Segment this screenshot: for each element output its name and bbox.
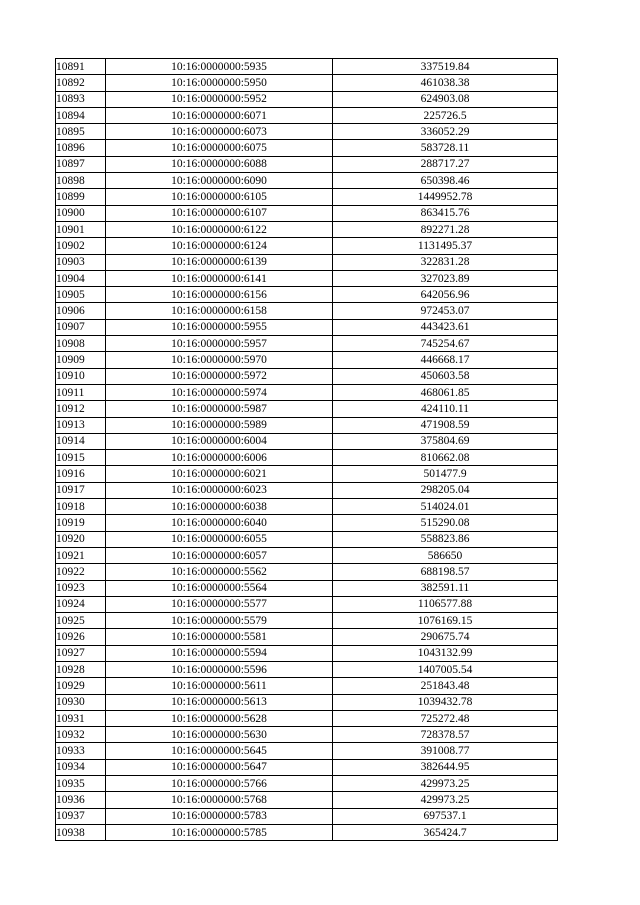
cadastral-number-cell: 10:16:0000000:5594: [106, 645, 333, 661]
table-row: [56, 564, 558, 580]
row-number-cell: 10931: [56, 710, 106, 726]
table-row: [56, 156, 558, 172]
cadastral-number-cell: 10:16:0000000:5785: [106, 824, 333, 840]
amount-cell: 1076169.15: [333, 613, 558, 629]
row-number-cell: 10903: [56, 254, 106, 270]
amount-cell: 583728.11: [333, 140, 558, 156]
row-number-cell: 10913: [56, 417, 106, 433]
row-number-cell: 10924: [56, 596, 106, 612]
row-number-cell: 10937: [56, 808, 106, 824]
amount-cell: 322831.28: [333, 254, 558, 270]
cadastral-number-cell: 10:16:0000000:6107: [106, 205, 333, 221]
table-row: [56, 189, 558, 205]
row-number-cell: 10921: [56, 547, 106, 563]
table-row: [56, 107, 558, 123]
table-row: [56, 287, 558, 303]
row-number-cell: 10909: [56, 352, 106, 368]
amount-cell: 514024.01: [333, 499, 558, 515]
row-number-cell: 10897: [56, 156, 106, 172]
amount-cell: 1131495.37: [333, 238, 558, 254]
amount-cell: 225726.5: [333, 107, 558, 123]
amount-cell: 337519.84: [333, 59, 558, 75]
table-row: [56, 254, 558, 270]
cadastral-number-cell: 10:16:0000000:6156: [106, 287, 333, 303]
cadastral-number-cell: 10:16:0000000:6088: [106, 156, 333, 172]
cadastral-number-cell: 10:16:0000000:5768: [106, 792, 333, 808]
amount-cell: 391008.77: [333, 743, 558, 759]
table-row: [56, 596, 558, 612]
table-row: [56, 759, 558, 775]
row-number-cell: 10922: [56, 564, 106, 580]
cadastral-number-cell: 10:16:0000000:5579: [106, 613, 333, 629]
amount-cell: 251843.48: [333, 678, 558, 694]
amount-cell: 1043132.99: [333, 645, 558, 661]
amount-cell: 461038.38: [333, 75, 558, 91]
table-row: [56, 466, 558, 482]
cadastral-number-cell: 10:16:0000000:6139: [106, 254, 333, 270]
amount-cell: 558823.86: [333, 531, 558, 547]
row-number-cell: 10927: [56, 645, 106, 661]
amount-cell: 624903.08: [333, 91, 558, 107]
amount-cell: 725272.48: [333, 710, 558, 726]
amount-cell: 429973.25: [333, 776, 558, 792]
cadastral-number-cell: 10:16:0000000:5581: [106, 629, 333, 645]
cadastral-number-cell: 10:16:0000000:5974: [106, 384, 333, 400]
row-number-cell: 10901: [56, 221, 106, 237]
table-row: [56, 645, 558, 661]
amount-cell: 863415.76: [333, 205, 558, 221]
table-row: [56, 173, 558, 189]
cadastral-number-cell: 10:16:0000000:6105: [106, 189, 333, 205]
amount-cell: 650398.46: [333, 173, 558, 189]
cadastral-number-cell: 10:16:0000000:5957: [106, 336, 333, 352]
table-row: [56, 205, 558, 221]
table-row: [56, 710, 558, 726]
cadastral-number-cell: 10:16:0000000:5766: [106, 776, 333, 792]
cadastral-number-cell: 10:16:0000000:5647: [106, 759, 333, 775]
table-row: [56, 59, 558, 75]
row-number-cell: 10906: [56, 303, 106, 319]
row-number-cell: 10891: [56, 59, 106, 75]
cadastral-number-cell: 10:16:0000000:6071: [106, 107, 333, 123]
cadastral-number-cell: 10:16:0000000:5987: [106, 401, 333, 417]
row-number-cell: 10932: [56, 727, 106, 743]
row-number-cell: 10938: [56, 824, 106, 840]
cadastral-number-cell: 10:16:0000000:5645: [106, 743, 333, 759]
cadastral-number-cell: 10:16:0000000:6075: [106, 140, 333, 156]
amount-cell: 728378.57: [333, 727, 558, 743]
row-number-cell: 10900: [56, 205, 106, 221]
amount-cell: 327023.89: [333, 270, 558, 286]
amount-cell: 972453.07: [333, 303, 558, 319]
amount-cell: 745254.67: [333, 336, 558, 352]
table-row: [56, 433, 558, 449]
table-row: [56, 303, 558, 319]
table-row: [56, 547, 558, 563]
amount-cell: 810662.08: [333, 450, 558, 466]
amount-cell: 446668.17: [333, 352, 558, 368]
row-number-cell: 10919: [56, 515, 106, 531]
amount-cell: 429973.25: [333, 792, 558, 808]
table-row: [56, 140, 558, 156]
row-number-cell: 10904: [56, 270, 106, 286]
table-row: [56, 678, 558, 694]
row-number-cell: 10928: [56, 661, 106, 677]
cadastral-number-cell: 10:16:0000000:6158: [106, 303, 333, 319]
table-row: [56, 450, 558, 466]
amount-cell: 697537.1: [333, 808, 558, 824]
cadastral-number-cell: 10:16:0000000:6141: [106, 270, 333, 286]
amount-cell: 288717.27: [333, 156, 558, 172]
table-row: [56, 808, 558, 824]
table-row: [56, 613, 558, 629]
row-number-cell: 10923: [56, 580, 106, 596]
row-number-cell: 10894: [56, 107, 106, 123]
row-number-cell: 10892: [56, 75, 106, 91]
cadastral-number-cell: 10:16:0000000:6004: [106, 433, 333, 449]
cadastral-number-cell: 10:16:0000000:6090: [106, 173, 333, 189]
table-row: [56, 352, 558, 368]
row-number-cell: 10916: [56, 466, 106, 482]
amount-cell: 443423.61: [333, 319, 558, 335]
table-row: [56, 270, 558, 286]
table-row: [56, 531, 558, 547]
row-number-cell: 10910: [56, 368, 106, 384]
cadastral-number-cell: 10:16:0000000:6021: [106, 466, 333, 482]
row-number-cell: 10895: [56, 124, 106, 140]
table-row: [56, 91, 558, 107]
cadastral-number-cell: 10:16:0000000:5628: [106, 710, 333, 726]
row-number-cell: 10929: [56, 678, 106, 694]
row-number-cell: 10893: [56, 91, 106, 107]
cadastral-number-cell: 10:16:0000000:5972: [106, 368, 333, 384]
amount-cell: 298205.04: [333, 482, 558, 498]
table-row: [56, 776, 558, 792]
amount-cell: 450603.58: [333, 368, 558, 384]
table-row: [56, 75, 558, 91]
row-number-cell: 10911: [56, 384, 106, 400]
cadastral-number-cell: 10:16:0000000:6023: [106, 482, 333, 498]
cadastral-number-cell: 10:16:0000000:5955: [106, 319, 333, 335]
row-number-cell: 10914: [56, 433, 106, 449]
row-number-cell: 10907: [56, 319, 106, 335]
cadastral-number-cell: 10:16:0000000:6055: [106, 531, 333, 547]
table-row: [56, 743, 558, 759]
row-number-cell: 10898: [56, 173, 106, 189]
cadastral-number-cell: 10:16:0000000:6006: [106, 450, 333, 466]
amount-cell: 586650: [333, 547, 558, 563]
amount-cell: 382591.11: [333, 580, 558, 596]
table-row: [56, 124, 558, 140]
row-number-cell: 10933: [56, 743, 106, 759]
table-row: [56, 580, 558, 596]
row-number-cell: 10936: [56, 792, 106, 808]
cadastral-number-cell: 10:16:0000000:6122: [106, 221, 333, 237]
table-row: [56, 694, 558, 710]
table-row: [56, 417, 558, 433]
row-number-cell: 10934: [56, 759, 106, 775]
amount-cell: 468061.85: [333, 384, 558, 400]
data-table: [55, 58, 558, 841]
cadastral-number-cell: 10:16:0000000:5989: [106, 417, 333, 433]
cadastral-number-cell: 10:16:0000000:5970: [106, 352, 333, 368]
amount-cell: 688198.57: [333, 564, 558, 580]
amount-cell: 1039432.78: [333, 694, 558, 710]
table-row: [56, 515, 558, 531]
cadastral-number-cell: 10:16:0000000:5562: [106, 564, 333, 580]
row-number-cell: 10896: [56, 140, 106, 156]
table-row: [56, 629, 558, 645]
row-number-cell: 10899: [56, 189, 106, 205]
cadastral-number-cell: 10:16:0000000:6124: [106, 238, 333, 254]
amount-cell: 642056.96: [333, 287, 558, 303]
row-number-cell: 10935: [56, 776, 106, 792]
row-number-cell: 10917: [56, 482, 106, 498]
table-row: [56, 384, 558, 400]
cadastral-number-cell: 10:16:0000000:5950: [106, 75, 333, 91]
amount-cell: 515290.08: [333, 515, 558, 531]
cadastral-number-cell: 10:16:0000000:6073: [106, 124, 333, 140]
amount-cell: 336052.29: [333, 124, 558, 140]
table-row: [56, 238, 558, 254]
row-number-cell: 10918: [56, 499, 106, 515]
amount-cell: 1449952.78: [333, 189, 558, 205]
row-number-cell: 10902: [56, 238, 106, 254]
row-number-cell: 10915: [56, 450, 106, 466]
amount-cell: 365424.7: [333, 824, 558, 840]
cadastral-number-cell: 10:16:0000000:5611: [106, 678, 333, 694]
cadastral-number-cell: 10:16:0000000:5596: [106, 661, 333, 677]
row-number-cell: 10920: [56, 531, 106, 547]
table-body: [56, 59, 558, 841]
amount-cell: 290675.74: [333, 629, 558, 645]
table-row: [56, 401, 558, 417]
amount-cell: 382644.95: [333, 759, 558, 775]
amount-cell: 1106577.88: [333, 596, 558, 612]
row-number-cell: 10930: [56, 694, 106, 710]
table-row: [56, 319, 558, 335]
table-row: [56, 661, 558, 677]
cadastral-number-cell: 10:16:0000000:5564: [106, 580, 333, 596]
amount-cell: 892271.28: [333, 221, 558, 237]
row-number-cell: 10912: [56, 401, 106, 417]
cadastral-number-cell: 10:16:0000000:5783: [106, 808, 333, 824]
cadastral-number-cell: 10:16:0000000:5577: [106, 596, 333, 612]
table-row: [56, 368, 558, 384]
amount-cell: 471908.59: [333, 417, 558, 433]
cadastral-number-cell: 10:16:0000000:6057: [106, 547, 333, 563]
row-number-cell: 10926: [56, 629, 106, 645]
table-row: [56, 221, 558, 237]
amount-cell: 375804.69: [333, 433, 558, 449]
cadastral-number-cell: 10:16:0000000:5630: [106, 727, 333, 743]
table-row: [56, 727, 558, 743]
amount-cell: 1407005.54: [333, 661, 558, 677]
cadastral-number-cell: 10:16:0000000:5935: [106, 59, 333, 75]
row-number-cell: 10925: [56, 613, 106, 629]
amount-cell: 424110.11: [333, 401, 558, 417]
table-row: [56, 792, 558, 808]
row-number-cell: 10905: [56, 287, 106, 303]
table-row: [56, 824, 558, 840]
table-row: [56, 482, 558, 498]
cadastral-number-cell: 10:16:0000000:5613: [106, 694, 333, 710]
row-number-cell: 10908: [56, 336, 106, 352]
table-row: [56, 336, 558, 352]
cadastral-number-cell: 10:16:0000000:6040: [106, 515, 333, 531]
cadastral-number-cell: 10:16:0000000:5952: [106, 91, 333, 107]
cadastral-number-cell: 10:16:0000000:6038: [106, 499, 333, 515]
table-row: [56, 499, 558, 515]
amount-cell: 501477.9: [333, 466, 558, 482]
